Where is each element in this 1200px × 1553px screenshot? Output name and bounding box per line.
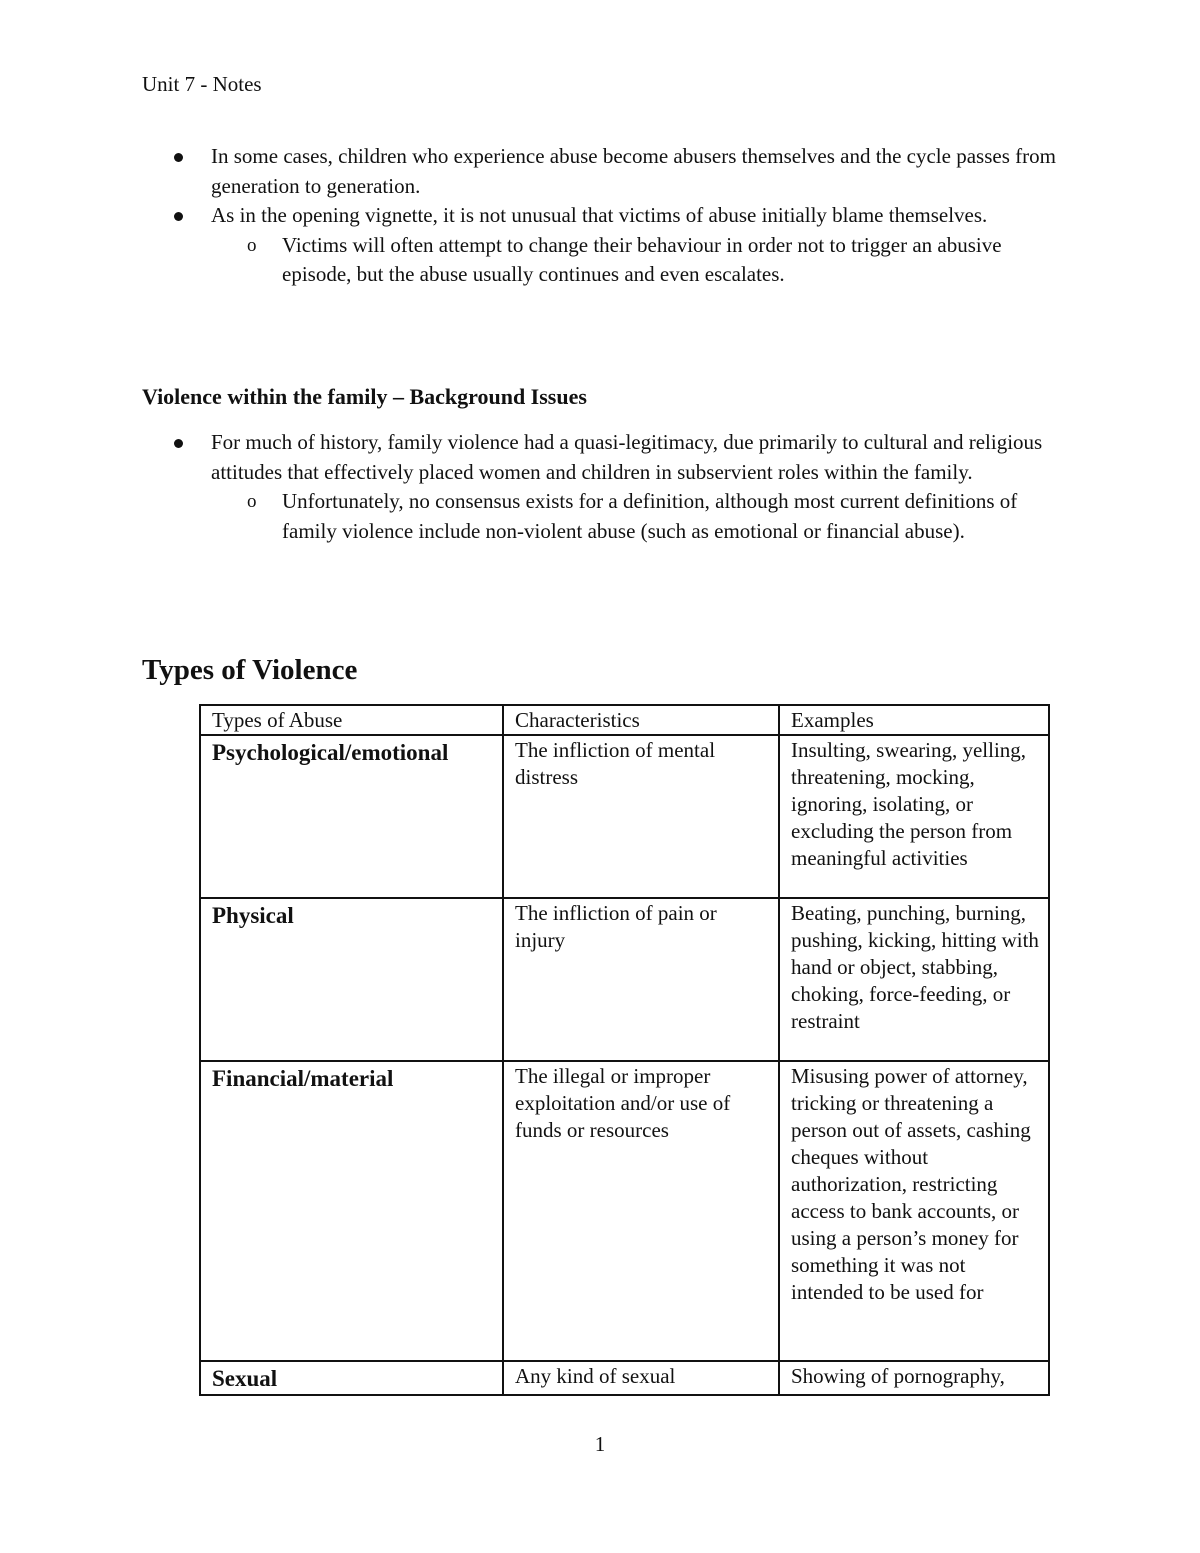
section-title: Types of Violence [142,654,358,686]
bullet-text: As in the opening vignette, it is not unusual that victims of abuse initially blame themselves. [211,203,988,227]
examples-cell: Beating, punching, burning, pushing, kicking, hitting with hand or object, stabbing, choking, force-feeding, or restraint [779,898,1049,1061]
column-header: Characteristics [503,705,779,735]
column-header: Examples [779,705,1049,735]
abuse-type-cell: Physical [200,898,503,1061]
sub-bullet-text: Unfortunately, no consensus exists for a definition, although most current definitions of family violence include non-violent abuse (such as emotional or financial abuse). [282,489,1018,543]
abuse-type-cell: Psychological/emotional [200,735,503,898]
characteristics-cell: The infliction of pain or injury [503,898,779,1061]
characteristics-cell: Any kind of sexual [503,1361,779,1395]
bullet-text: For much of history, family violence had a quasi-legitimacy, due primarily to cultural and religious attitudes that effectively placed women and children in subservient roles within the family. [211,430,1043,484]
bullet-dot-icon [174,153,183,162]
sub-bullet-list [211,487,1072,546]
examples-cell: Misusing power of attorney, tricking or threatening a person out of assets, cashing cheques without authorization, restricting access to bank accounts, or using a person’s money for something it was not intended to be used for [779,1061,1049,1361]
hollow-circle-icon: o [247,491,257,512]
bullet-text: In some cases, children who experience abuse become abusers themselves and the cycle passes from generation to generation. [211,144,1056,198]
table-row [200,735,1049,898]
examples-cell: Insulting, swearing, yelling, threatening, mocking, ignoring, isolating, or excluding the person from meaningful activities [779,735,1049,898]
abuse-types-table [199,704,1050,1396]
abuse-type-cell: Financial/material [200,1061,503,1361]
section-heading: Violence within the family – Background Issues [142,384,587,409]
table-row [200,1361,1049,1395]
column-header: Types of Abuse [200,705,503,735]
table-row [200,898,1049,1061]
characteristics-cell: The illegal or improper exploitation and/or use of funds or resources [503,1061,779,1361]
page-number: 1 [594,1432,606,1456]
sub-bullet-list [211,231,1072,290]
table-header-row [200,705,1049,735]
sub-bullet-text: Victims will often attempt to change their behaviour in order not to trigger an abusive episode, but the abuse usually continues and even escalates. [282,232,1002,286]
sub-list-item [211,231,1072,290]
list-item [142,428,1072,546]
page-header: Unit 7 - Notes [142,72,262,96]
list-item [142,201,1072,290]
examples-cell: Showing of pornography, [779,1361,1049,1395]
bullet-dot-icon [174,212,183,221]
list-item [142,142,1072,201]
intro-bullet-list [142,142,1072,290]
hollow-circle-icon: o [247,234,257,256]
abuse-type-cell: Sexual [200,1361,503,1395]
bullet-dot-icon [174,439,183,448]
table-row [200,1061,1049,1361]
background-bullet-list [142,428,1072,546]
characteristics-cell: The infliction of mental distress [503,735,779,898]
sub-list-item [211,487,1072,546]
